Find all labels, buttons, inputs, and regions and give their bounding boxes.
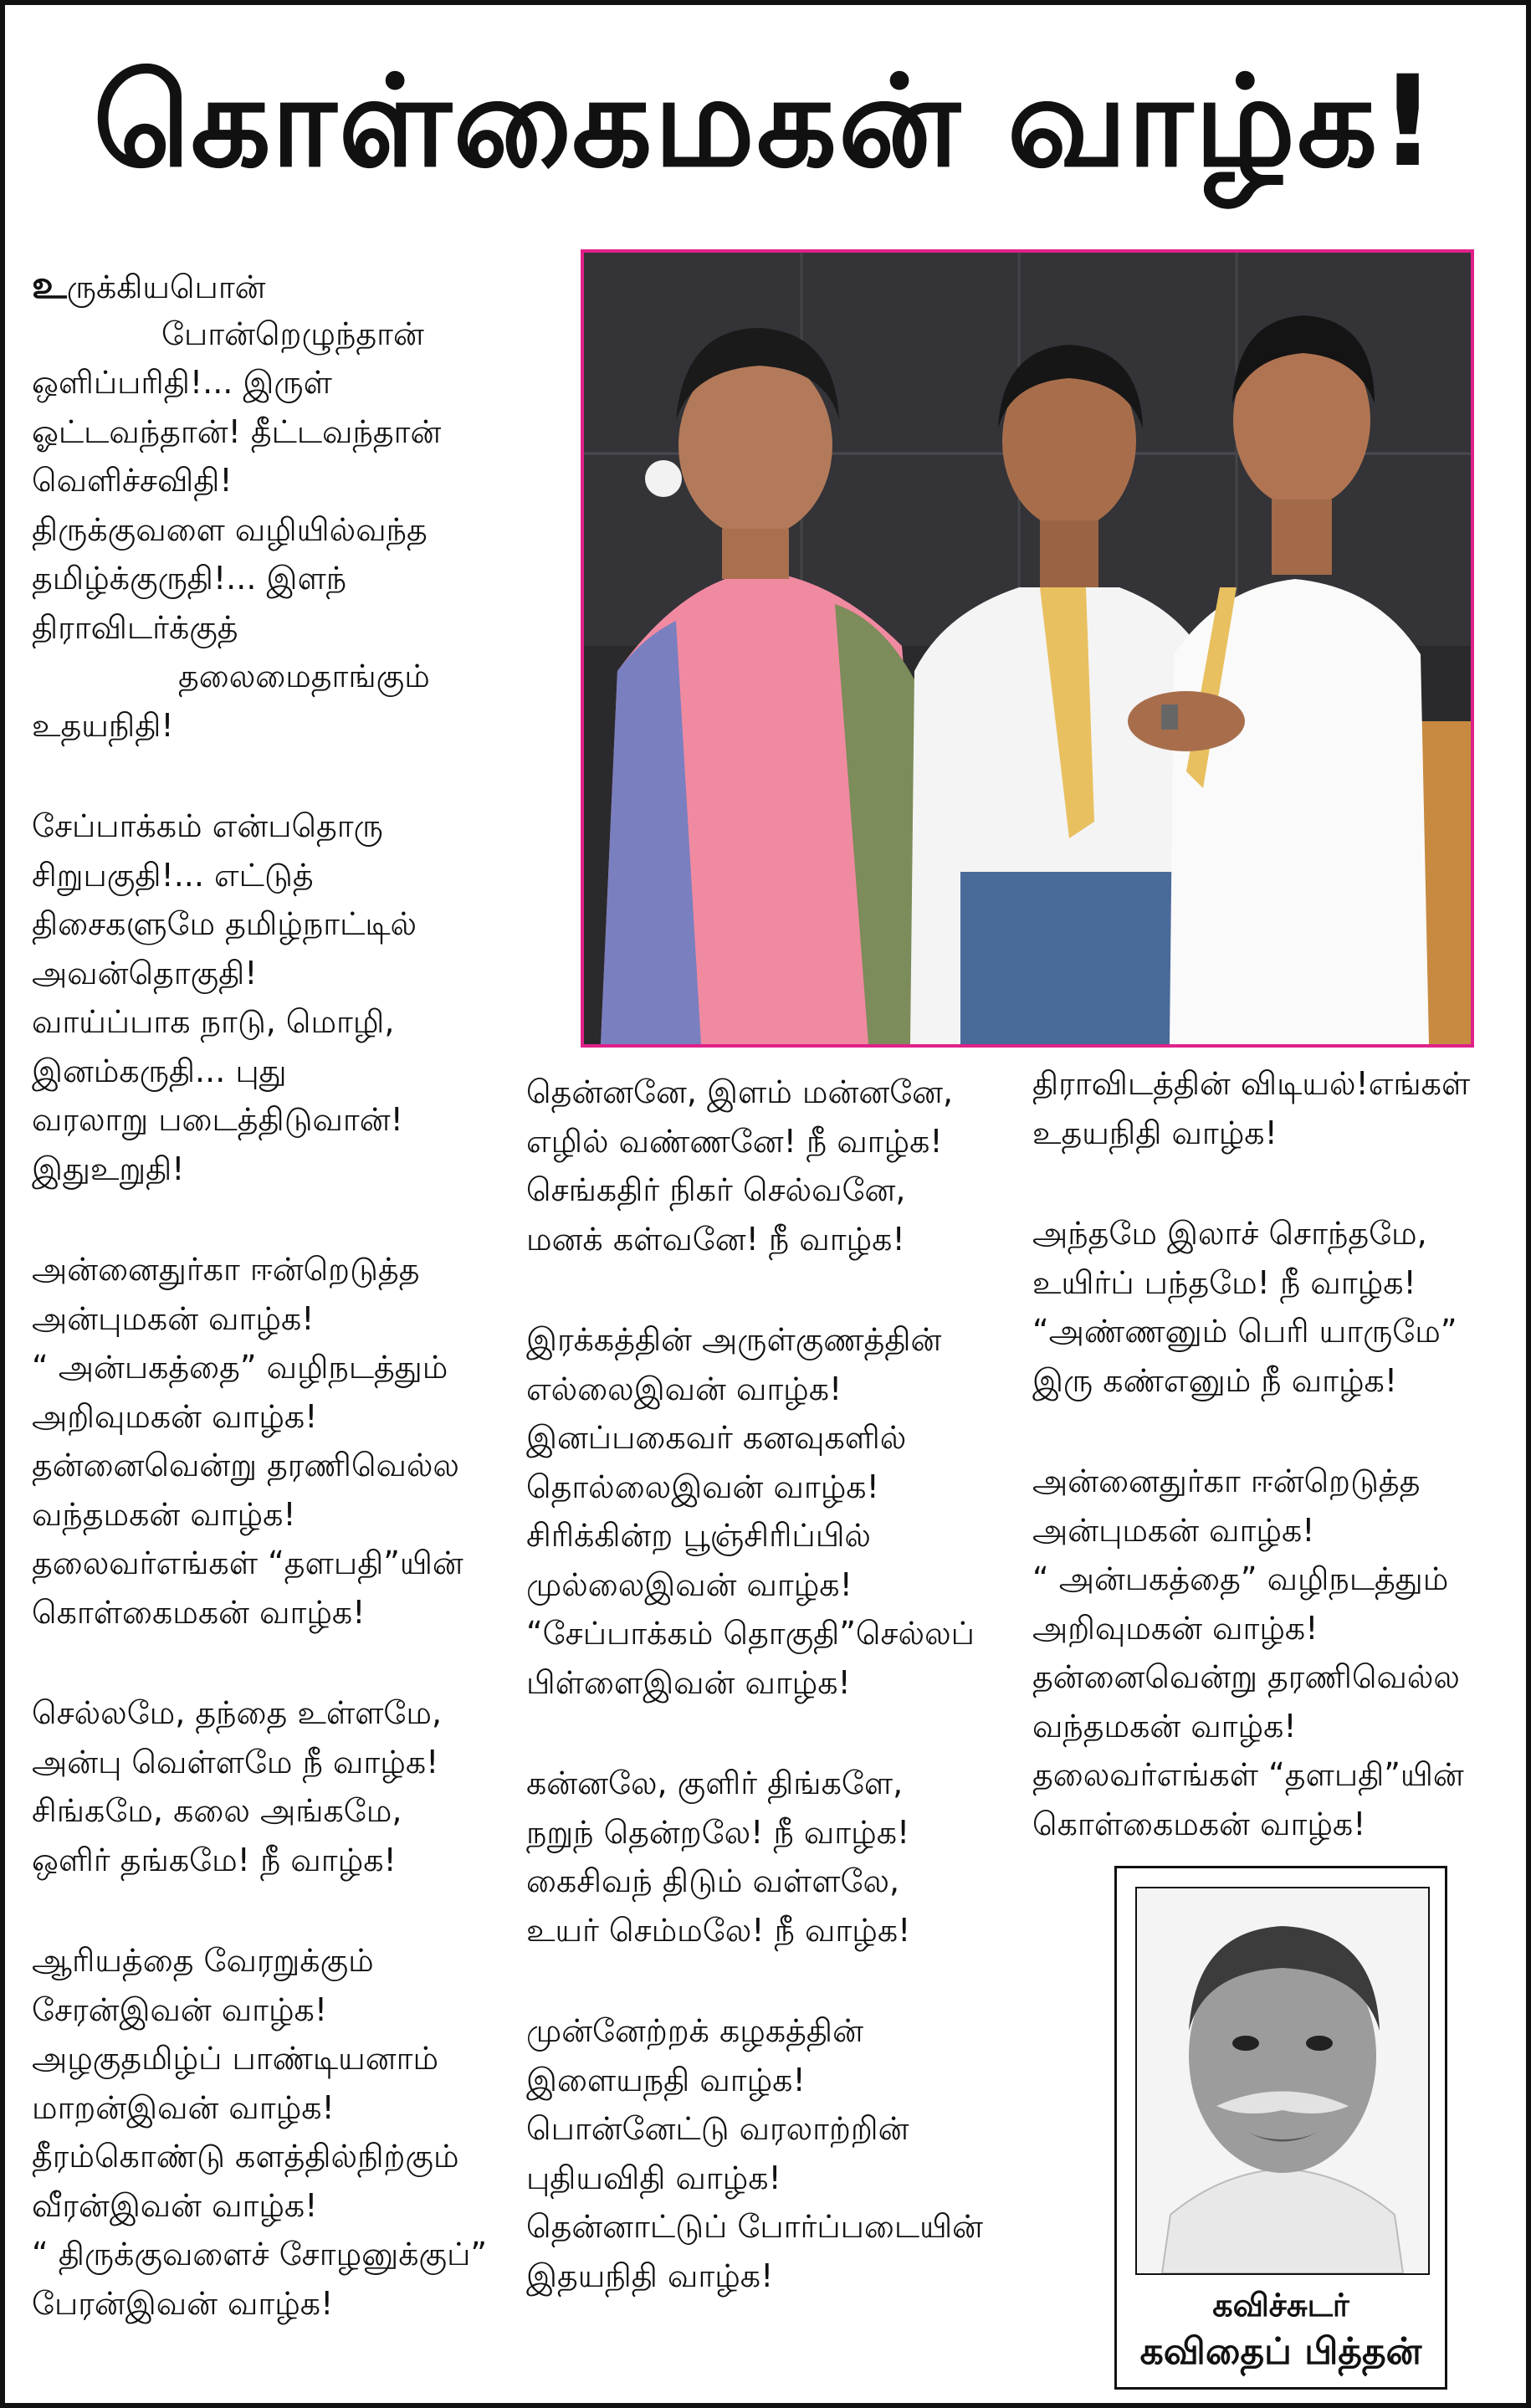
poem-line-text: செல்லமே, தந்தை உள்ளமே, [32,1694,443,1731]
poem-line [32,899,534,949]
poem-line-text: தென்னனே, இளம் மன்னனே, [526,1073,954,1110]
poem-line-text: தொல்லைஇவன் வாழ்க! [526,1468,879,1505]
poem-line-text: அந்தமே இலாச் சொந்தமே, [1032,1215,1427,1252]
poem-line-text: சேப்பாக்கம் என்பதொரு [32,807,383,844]
poem-line-text: உயிர்ப் பந்தமே! நீ வாழ்க! [1032,1263,1416,1301]
poem-line-text: தீரம்கொண்டு களத்தில்நிற்கும் [32,2138,459,2175]
poem-line-text: கொள்கைமகன் வாழ்க! [1032,1805,1366,1842]
poem-line [32,1441,534,1490]
stanza-gap [1032,1157,1518,1209]
poem-line-text: செங்கதிர் நிகர் செல்வனே, [526,1171,906,1208]
stanza-gap [1032,1405,1518,1457]
poem-line [32,1539,534,1588]
poem-line-text: சிங்கமே, கலை அங்கமே, [32,1792,402,1829]
poem-line-text: சேரன்இவன் வாழ்க! [32,1990,328,2028]
poem-line-text: உதயநிதி! [32,706,174,744]
poem-line [32,1588,534,1637]
poem-line [1032,1356,1518,1406]
poem-line-text: புதியவிதி வாழ்க! [526,2159,781,2196]
poem-line [526,1413,1028,1463]
poem-line [32,260,534,310]
poem-line-text: வெளிச்சவிதி! [32,462,233,499]
poem-line [32,1786,534,1836]
poem-line [526,1658,1028,1708]
poem-line [526,1906,1028,1955]
stanza-gap [526,1263,1028,1315]
poem-line-text: முன்னேற்றக் கழகத்தின் [526,2012,863,2049]
poem-line [526,1117,1028,1166]
poem-line [526,1215,1028,1264]
poem-line [32,851,534,900]
poem-line-text: நறுந் தென்றலே! நீ வாழ்க! [526,1813,910,1851]
poem-line [526,1166,1028,1215]
poem-line-text: இதயநிதி வாழ்க! [526,2257,774,2294]
stanza-gap [32,750,534,802]
poem-column-1 [32,260,534,2328]
poem-line-text: பொன்னேட்டு வரலாற்றின் [526,2110,909,2147]
poem-line-text: வந்தமகன் வாழ்க! [32,1495,296,1533]
poem-line-text: சிரிக்கின்ற பூஞ்சிரிப்பில் [526,1517,871,1554]
stanza-gap [32,1884,534,1936]
poem-line [1032,1702,1518,1751]
poem-line-text: இளையநதி வாழ்க! [526,2061,806,2098]
poem-line [1032,1209,1518,1258]
poem-line [32,2083,534,2133]
poem-line-text: தன்னைவென்று தரணிவெல்ல [32,1447,459,1483]
author-box [1114,1866,1447,2390]
poem-column-2 [526,1068,1028,2300]
poem-line [32,2132,534,2181]
poem-line-text: பேரன்இவன் வாழ்க! [32,2284,334,2322]
poem-line-text: கன்னலே, குளிர் திங்களே, [526,1765,904,1801]
poem-line-text: அழகுதமிழ்ப் பாண்டியனாம் [32,2040,439,2077]
poem-line [32,1936,534,1985]
poem-line-text: அன்புமகன் வாழ்க! [1032,1511,1315,1549]
poem-line [1032,1604,1518,1653]
poem-line [32,1245,534,1294]
poem-line [32,2230,534,2279]
poem-line [32,1343,534,1392]
poem-line-text: வந்தமகன் வாழ்க! [1032,1707,1297,1745]
poem-line-text: அன்பு வெள்ளமே நீ வாழ்க! [32,1743,439,1780]
author-title: கவிச்சுடர் [1212,2287,1349,2323]
poem-line-text: வரலாறு படைத்திடுவான்! [32,1101,403,1138]
poem-line [32,1985,534,2035]
poem-line [32,701,534,751]
poem-line [1032,1059,1518,1109]
poem-line-text: இனம்கருதி... புது [32,1052,287,1089]
poem-line [32,1490,534,1540]
poem-line-text: ஒளிர் தங்கமே! நீ வாழ்க! [32,1841,397,1878]
poem-line [526,1463,1028,1512]
poem-line [32,456,534,505]
poem-line-text: “ திருக்குவளைச் சோழனுக்குப்” [32,2236,488,2272]
author-name: கவிதைப் பித்தன் [1139,2330,1422,2373]
poem-line-text: ருக்கியபொன் [66,269,266,305]
poem-line [526,1560,1028,1610]
poem-line [526,2104,1028,2154]
poem-line [526,1857,1028,1906]
poem-line [32,358,534,407]
poem-line-text: “ அன்பகத்தை” வழிநடத்தும் [1032,1560,1449,1597]
poem-line-text: போன்றெழுந்தான் [161,315,424,352]
poem-line-text: திருக்குவளை வழியில்வந்த [32,510,428,548]
poem-column-3 [1032,1059,1518,1848]
poem-line [526,2202,1028,2252]
poem-line [32,2279,534,2329]
poem-line [526,1365,1028,1414]
author-portrait [1137,1888,1428,2273]
stanza-gap [32,1193,534,1245]
poem-line-text: சிறுபகுதி!... எட்டுத் [32,856,314,894]
poem-line-text: “ அன்பகத்தை” வழிநடத்தும் [32,1349,448,1386]
poem-line-text: “அண்ணனும் பெரி யாருமே” [1032,1313,1457,1350]
poem-line-text: எழில் வண்ணனே! நீ வாழ்க! [526,1122,943,1160]
poem-line [32,1145,534,1194]
poem-line-text: இதுஉறுதி! [32,1150,185,1187]
featured-photo [581,249,1474,1048]
poem-line-text: அறிவுமகன் வாழ்க! [32,1397,318,1435]
poem-line [526,2056,1028,2105]
poem-line-text: முல்லைஇவன் வாழ்க! [526,1565,853,1603]
poem-line [32,802,534,851]
poem-line-text: எல்லைஇவன் வாழ்க! [526,1370,842,1407]
poem-line [32,997,534,1047]
poem-line-text: ஒளிப்பரிதி!... இருள் [32,364,332,401]
headline: கொள்கைமகன் வாழ்க! [93,49,1438,195]
poem-line [526,2252,1028,2301]
poem-line [32,949,534,998]
poem-line [526,1068,1028,1117]
poem-line-text: கைசிவந் திடும் வள்ளலே, [526,1862,900,1899]
poem-line-text: தமிழ்க்குருதி!... இளந் [32,560,347,597]
poem-line [32,554,534,603]
stanza-gap [32,1637,534,1688]
poem-line [32,505,534,555]
poem-line [526,1759,1028,1808]
poem-line-text: அன்புமகன் வாழ்க! [32,1299,315,1337]
poem-line [32,2034,534,2083]
poem-line [32,407,534,457]
poem-line-text: இனப்பகைவர் கனவுகளில் [526,1419,907,1456]
poem-line-text: உயர் செம்மலே! நீ வாழ்க! [526,1911,911,1949]
poem-line [526,2154,1028,2203]
poem-line [32,1294,534,1344]
poem-line-text: அன்னைதுர்கா ஈன்றெடுத்த [32,1251,420,1288]
poem-line [32,1392,534,1442]
poem-line [1032,1307,1518,1356]
poem-line [1032,1258,1518,1308]
poem-line [32,603,534,653]
poem-line-text: பிள்ளைஇவன் வாழ்க! [526,1663,851,1701]
poem-line [32,1836,534,1885]
poem-line-text: மாறன்இவன் வாழ்க! [32,2088,335,2126]
drop-cap: உ [32,262,67,307]
poem-line-text: திசைகளுமே தமிழ்நாட்டில் [32,905,417,942]
poem-line-text: தலைவர்எங்கள் “தளபதி”யின் [1032,1756,1464,1793]
poem-line-text: உதயநிதி வாழ்க! [1032,1114,1278,1151]
poem-line-text: தன்னைவென்று தரணிவெல்ல [1032,1658,1460,1695]
poem-line-text: இரு கண்எனும் நீ வாழ்க! [1032,1361,1398,1399]
poem-line [526,2006,1028,2056]
author-photo [1135,1887,1430,2275]
poem-line-text: அறிவுமகன் வாழ்க! [1032,1609,1319,1647]
poem-line-text: இரக்கத்தின் அருள்குணத்தின் [526,1321,942,1358]
poem-line-text: “சேப்பாக்கம் தொகுதி”செல்லப் [526,1615,975,1652]
poem-line [1032,1800,1518,1849]
poem-line [32,1047,534,1096]
poem-line-text: அவன்தொகுதி! [32,954,258,991]
stanza-gap [526,1707,1028,1759]
poem-line-text: வாய்ப்பாக நாடு, மொழி, [32,1003,395,1040]
poem-line [1032,1457,1518,1506]
poem-line [32,1688,534,1738]
poem-line [32,310,534,359]
poem-line-text: அன்னைதுர்கா ஈன்றெடுத்த [1032,1463,1421,1499]
poem-line-text: கொள்கைமகன் வாழ்க! [32,1593,366,1631]
poem-line-text: தலைமைதாங்கும் [178,658,430,694]
poem-line-text: தென்னாட்டுப் போர்ப்படையின் [526,2208,983,2245]
poem-line-text: திராவிடர்க்குத் [32,608,238,646]
poem-line [32,652,534,701]
poem-line [1032,1652,1518,1702]
poem-line-text: ஆரியத்தை வேரறுக்கும் [32,1942,374,1979]
poem-line-text: திராவிடத்தின் விடியல்!எங்கள் [1032,1065,1471,1102]
poem-line [1032,1750,1518,1800]
stanza-gap [526,1955,1028,2006]
poem-line-text: வீரன்இவன் வாழ்க! [32,2186,318,2224]
poem-line [526,1808,1028,1857]
poem-line [1032,1555,1518,1604]
poem-line [32,1738,534,1787]
group-photo [584,253,1471,1044]
poem-line [32,2181,534,2231]
poem-line [526,1511,1028,1560]
poem-line-text: மனக் கள்வனே! நீ வாழ்க! [526,1220,905,1258]
poem-line [526,1609,1028,1658]
poem-line [32,1095,534,1145]
poem-line [1032,1506,1518,1555]
poem-line-text: தலைவர்எங்கள் “தளபதி”யின் [32,1545,463,1581]
poem-line [1032,1109,1518,1158]
poem-line-text: ஓட்டவந்தான்! தீட்டவந்தான் [32,412,442,450]
poem-line [526,1315,1028,1365]
